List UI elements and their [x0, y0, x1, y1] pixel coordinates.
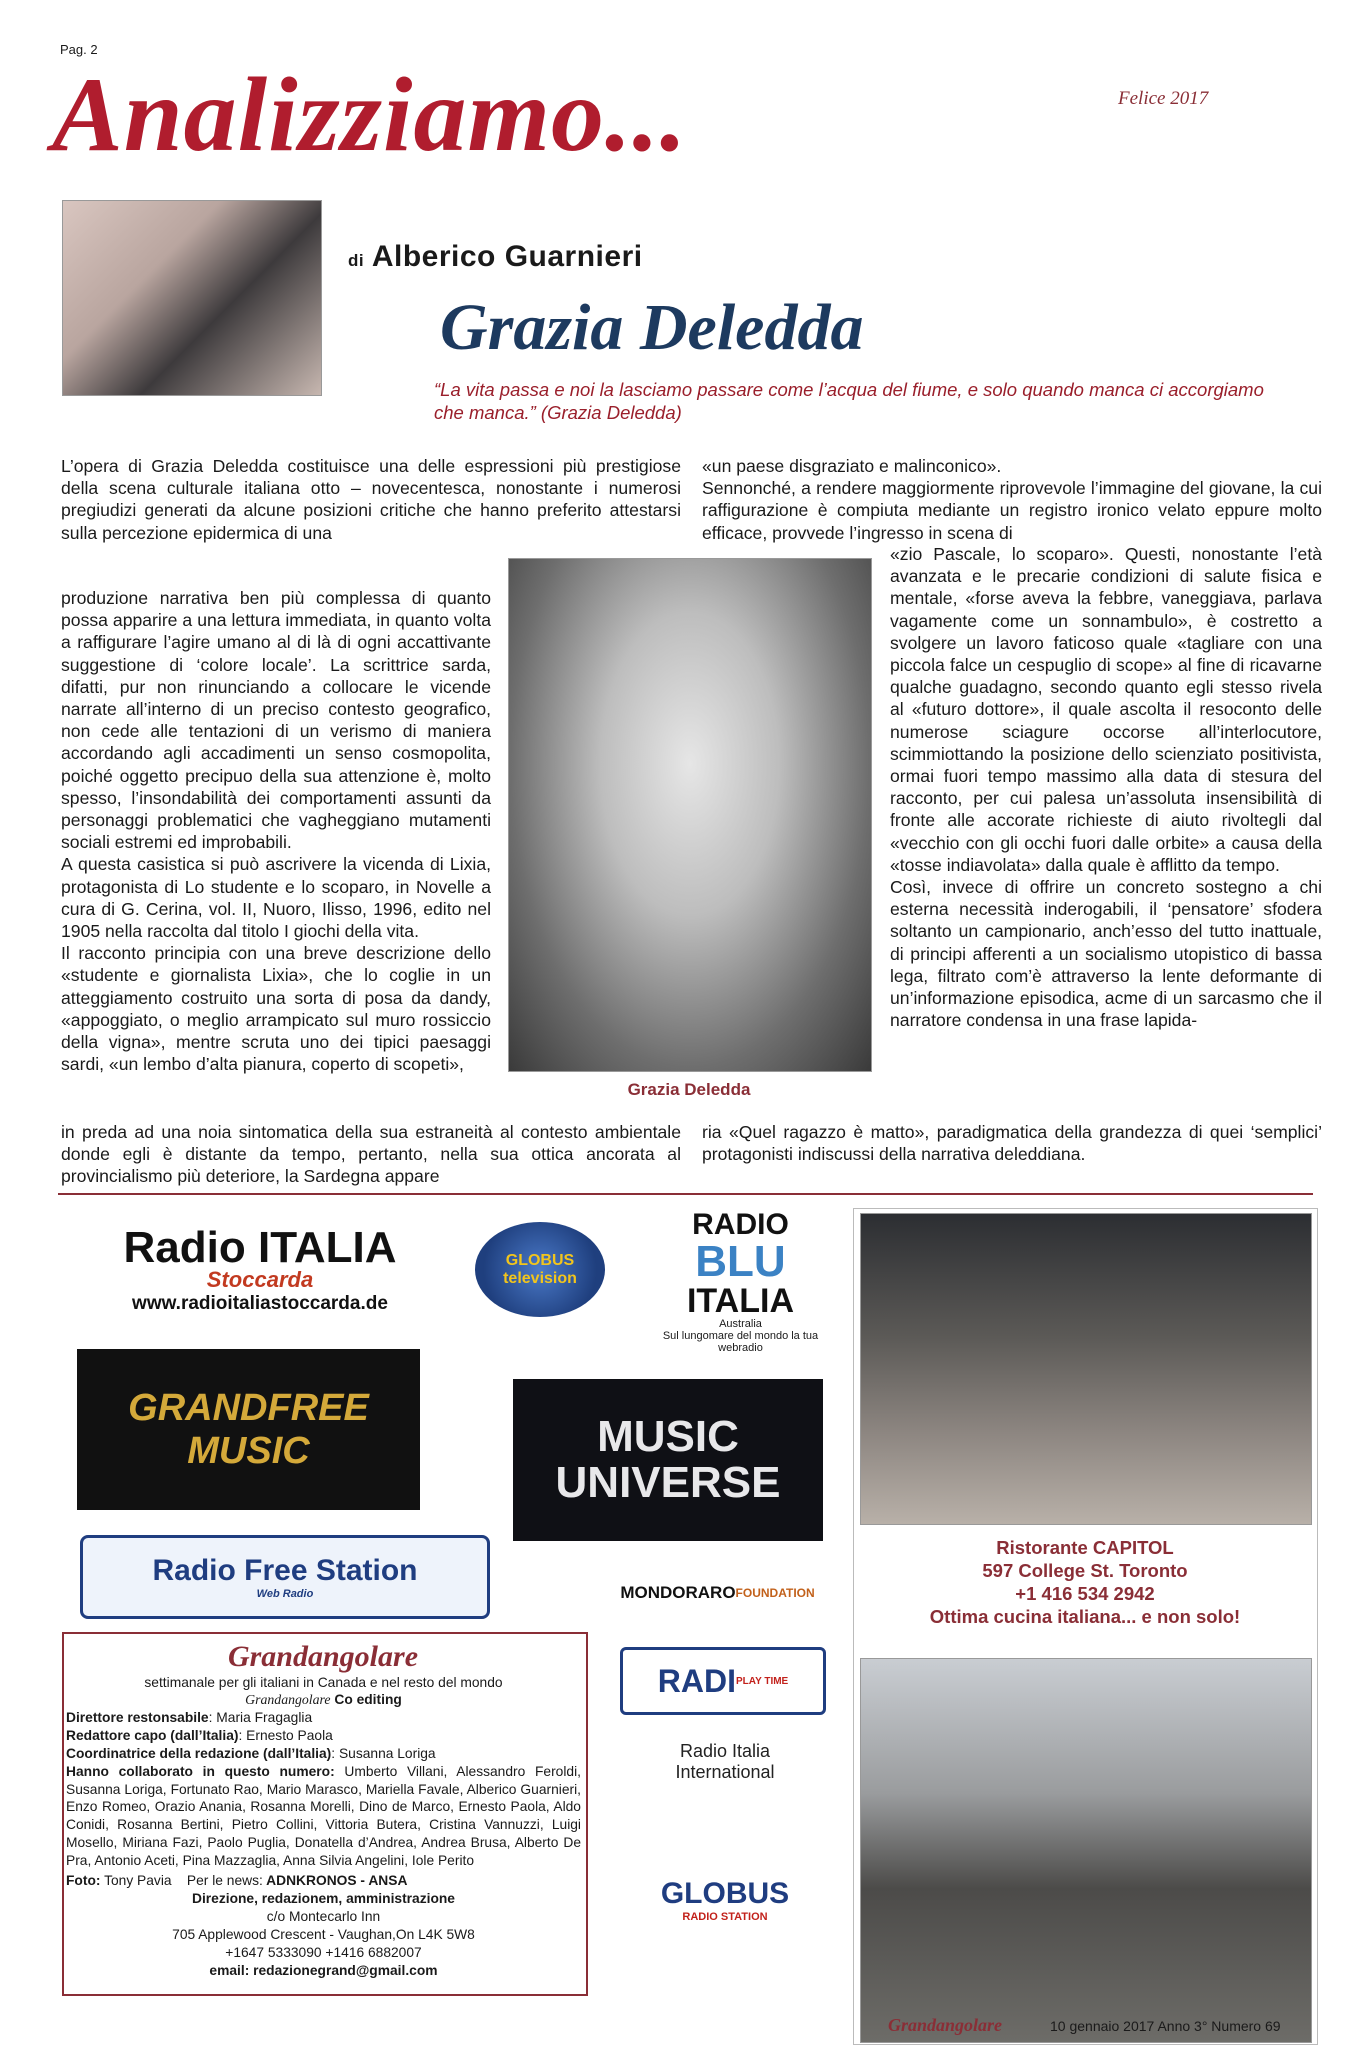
greeting: Felice 2017 — [1118, 88, 1209, 109]
ad-grandfree-music[interactable] — [77, 1349, 420, 1510]
masthead-address: 705 Applewood Crescent - Vaughan,On L4K 5W8 — [172, 1927, 475, 1942]
ad-subtitle: Stoccarda — [206, 1266, 314, 1292]
ad-badge: PLAY TIME — [735, 1675, 789, 1687]
ad-title: GLOBUS — [660, 1877, 790, 1910]
author-name: Alberico Guarnieri — [371, 240, 643, 273]
article-text-left-bottom — [61, 1121, 681, 1188]
masthead-email[interactable]: email: redazionegrand@gmail.com — [209, 1963, 438, 1978]
masthead-photo-news — [66, 1872, 581, 1890]
ad-subtitle: Web Radio — [256, 1588, 314, 1600]
masthead-coediting — [66, 1691, 581, 1709]
ad-title: GLOBUS television — [503, 1251, 577, 1287]
value: Tony Pavia — [100, 1873, 172, 1888]
ad-line: Radio Italia — [679, 1741, 771, 1761]
ad-music-universe[interactable] — [513, 1379, 823, 1541]
masthead-hq: Direzione, redazionem, amministrazione — [192, 1891, 455, 1906]
section-title: Analizziamo... — [52, 56, 688, 173]
label: Direttore restonsabile — [66, 1710, 209, 1725]
ad-mondoraro-foundation[interactable] — [605, 1568, 830, 1618]
article-text-right-top — [702, 455, 1322, 544]
ad-radio-play-time[interactable] — [620, 1647, 826, 1715]
ad-line: Sul lungomare del mondo la tua webradio — [662, 1330, 819, 1354]
value: : Susanna Loriga — [331, 1746, 436, 1761]
author-photo — [62, 200, 322, 396]
ad-line: ITALIA — [686, 1282, 794, 1320]
label: Redattore capo (dall’Italia) — [66, 1728, 239, 1743]
paragraph: produzione narrativa ben più complessa di quanto possa apparire a una lettura immediata, in quanto volta a raffigurare l’agire umano al di là di ogni accattivante suggestione di ‘colore locale’. La scrittrice sarda, difatti, pur non rinunciando a collocare le vicende narrate all’interno di un preciso contesto geografico, non cede alle tentazioni di un verismo di maniera accordando agli accadimenti un senso cosmopolita, poiché oggetto precipuo della sua attenzione è, molto spesso, l’insondabilità dei comportamenti assunti da personaggi problematici che vagheggiano mutamenti sociali estremi ed improbabili. — [61, 588, 491, 853]
value: ADNKRONOS - ANSA — [262, 1873, 408, 1888]
ad-globus-radio-station[interactable] — [625, 1835, 825, 1965]
value: : Ernesto Paola — [238, 1728, 333, 1743]
label: Coordinatrice della redazione (dall’Italia) — [66, 1746, 332, 1761]
restaurant-info — [860, 1536, 1310, 1628]
article-quote: “La vita passa e noi la lasciamo passare come l’acqua del fiume, e solo quando manca ci accorgiamo che manca.” (Grazia Deledda) — [434, 379, 1264, 423]
ad-line: GRANDFREE — [128, 1386, 369, 1429]
ad-title: MONDORARO — [620, 1583, 736, 1602]
ad-radio-italia-stoccarda[interactable] — [90, 1216, 430, 1321]
article-text-left-mid — [61, 587, 491, 1075]
masthead-tagline: settimanale per gli italiani in Canada e nel resto del mondo — [144, 1675, 503, 1690]
paragraph: L’opera di Grazia Deledda costituisce una delle espressioni più prestigiose della scena culturale italiana otto – novecentesca, nonostante i numerosi pregiudizi generati da alcune posizioni critiche che hanno preferito attestarsi sulla percezione epidermica di una — [61, 456, 681, 543]
masthead-director — [66, 1709, 581, 1727]
ad-line: International — [675, 1762, 775, 1782]
ad-radio-italia-international[interactable] — [620, 1727, 830, 1797]
restaurant-name: Ristorante CAPITOL — [996, 1537, 1174, 1558]
ad-radio-blu-italia[interactable] — [658, 1208, 823, 1354]
paragraph: Sennonché, a rendere maggiormente riprovevole l’immagine del giovane, la cui raffigurazione è compiuta mediante un registro ironico velato eppure molto efficace, provvede l’ingresso in scena di — [702, 478, 1322, 543]
byline-prefix: di — [348, 251, 365, 270]
restaurant-interior-photo — [860, 1213, 1312, 1525]
article-text-right-mid — [890, 543, 1322, 1031]
byline — [348, 240, 643, 274]
coediting-name: Grandangolare — [245, 1692, 331, 1707]
value: : Maria Fragaglia — [208, 1710, 313, 1725]
ad-line: MUSIC — [597, 1411, 739, 1461]
ad-line: Australia — [719, 1318, 762, 1330]
masthead-editor — [66, 1727, 581, 1745]
ad-globus-television[interactable] — [475, 1222, 605, 1317]
portrait-photo — [508, 558, 872, 1072]
ad-title: Radio ITALIA — [123, 1222, 397, 1272]
ad-line: UNIVERSE — [555, 1458, 781, 1507]
restaurant-exterior-photo — [860, 1658, 1312, 2043]
article-text-left-top — [61, 455, 681, 544]
restaurant-address: 597 College St. Toronto — [982, 1560, 1188, 1581]
footer-publication: Grandangolare — [888, 2015, 1003, 2035]
masthead-co: c/o Montecarlo Inn — [266, 1909, 381, 1924]
masthead-phones: +1647 5333090 +1416 6882007 — [225, 1945, 422, 1960]
label: Hanno collaborato in questo numero: — [66, 1764, 335, 1779]
restaurant-slogan: Ottima cucina italiana... e non solo! — [929, 1606, 1241, 1627]
page-number: Pag. 2 — [60, 42, 98, 57]
ad-subtitle: RADIO STATION — [682, 1911, 768, 1923]
article-title: Grazia Deledda — [440, 291, 864, 364]
ad-line: RADIO — [692, 1208, 789, 1241]
paragraph: ria «Quel ragazzo è matto», paradigmatica della grandezza di quei ‘semplici’ protagonisti indiscussi della narrativa deleddiana. — [702, 1122, 1322, 1165]
ad-line: MUSIC — [187, 1429, 310, 1472]
value: Umberto Villani, Alessandro Feroldi, Susanna Loriga, Fortunato Rao, Mario Marasco, Mariella Favale, Alberico Guarnieri, Enzo Romeo, Orazio Anania, Rosanna Morelli, Dino de Marco, Ernesto Paola, Aldo Conidi, Rosanna Bertini, Pietro Collini, Vittoria Butera, Cristina Vannuzzi, Luigi Mosello, Miriana Fazi, Paolo Puglia, Donatella d’Andrea, Andrea Brusa, Alberto De Pra, Antonio Aceti, Pina Mazzaglia, Anna Silvia Angelini, Iole Perito — [66, 1764, 581, 1868]
paragraph: «zio Pascale, lo scoparo». Questi, nonostante l’età avanzata e le precarie condizioni di salute fisica e mentale, «forse aveva la febbre, vaneggiava, parlava vagamente come un sonnambulo», è costretto a svolgere un lavoro faticoso quale «tagliare con una piccola falce un cespuglio di scope» al fine di ricavarne qualche guadagno, secondo quanto egli stesso rivela al «futuro dottore», il quale ascolta il resoconto delle numerose sciagure occorse all’interlocutore, scimmiottando la posizione dello scienziato positivista, ormai fuori tempo massimo alla data di stesura del racconto, per cui palesa un’assoluta insensibilità di fronte alle accorate richieste di aiuto rivoltegli dal «vecchio con gli occhi fuori dalle orbite» a causa della «tosse indiavolata» dalla quale è afflitto da tempo. — [890, 544, 1322, 875]
masthead-title: Grandangolare — [227, 1640, 419, 1673]
paragraph: A questa casistica si può ascrivere la vicenda di Lixia, protagonista di Lo studente e lo scoparo, in Novelle a cura di G. Cerina, vol. II, Nuoro, Ilisso, 1996, edito nel 1905 nella raccolta dal titolo I giochi della vita. — [61, 854, 491, 942]
paragraph: in preda ad una noia sintomatica della sua estraneità al contesto ambientale donde egli è distante da tempo, pertanto, nella sua ottica ancorata al provincialismo più deteriore, la Sardegna appare — [61, 1122, 681, 1187]
section-divider — [58, 1193, 1313, 1195]
footer-issue: 10 gennaio 2017 Anno 3° Numero 69 — [1050, 2018, 1281, 2034]
masthead-coordinator — [66, 1745, 581, 1763]
ad-url: www.radioitaliastoccarda.de — [132, 1292, 388, 1314]
label: Foto: — [66, 1873, 101, 1888]
ad-title: Radio Free Station — [152, 1554, 418, 1587]
ad-radio-free-station[interactable] — [80, 1535, 490, 1619]
paragraph: Così, invece di offrire un concreto sostegno a chi esterna necessità inderogabili, il ‘pensatore’ sfodera soltanto un campionario, anch’esso del tutto inattuale, di principi afferenti a un socialismo utopistico di bassa lega, filtrato com’è attraverso la lente deformante di un’informazione episodica, acme di un sarcasmo che il narratore condensa in una frase lapida- — [890, 877, 1322, 1031]
ad-line: BLU — [695, 1237, 786, 1286]
restaurant-phone: +1 416 534 2942 — [1015, 1583, 1155, 1604]
portrait-caption: Grazia Deledda — [627, 1080, 751, 1099]
ad-title: RADI — [657, 1662, 736, 1699]
label: Per le news: — [186, 1873, 263, 1888]
article-text-right-bottom — [702, 1121, 1322, 1165]
coediting-label: Co editing — [334, 1692, 402, 1707]
paragraph: «un paese disgraziato e malinconico». — [702, 456, 1002, 476]
paragraph: Il racconto principia con una breve descrizione dello «studente e giornalista Lixia», che lo coglie in un atteggiamento costruito una sorta di posa da dandy, «appoggiato, o meglio arrampicato sul muro rossiccio della vigna», mentre scruta uno dei tipici paesaggi sardi, «un lembo d’alta pianura, coperto di scopeti», — [61, 943, 491, 1075]
masthead-collaborators — [66, 1763, 581, 1869]
ad-subtitle: FOUNDATION — [735, 1586, 815, 1600]
